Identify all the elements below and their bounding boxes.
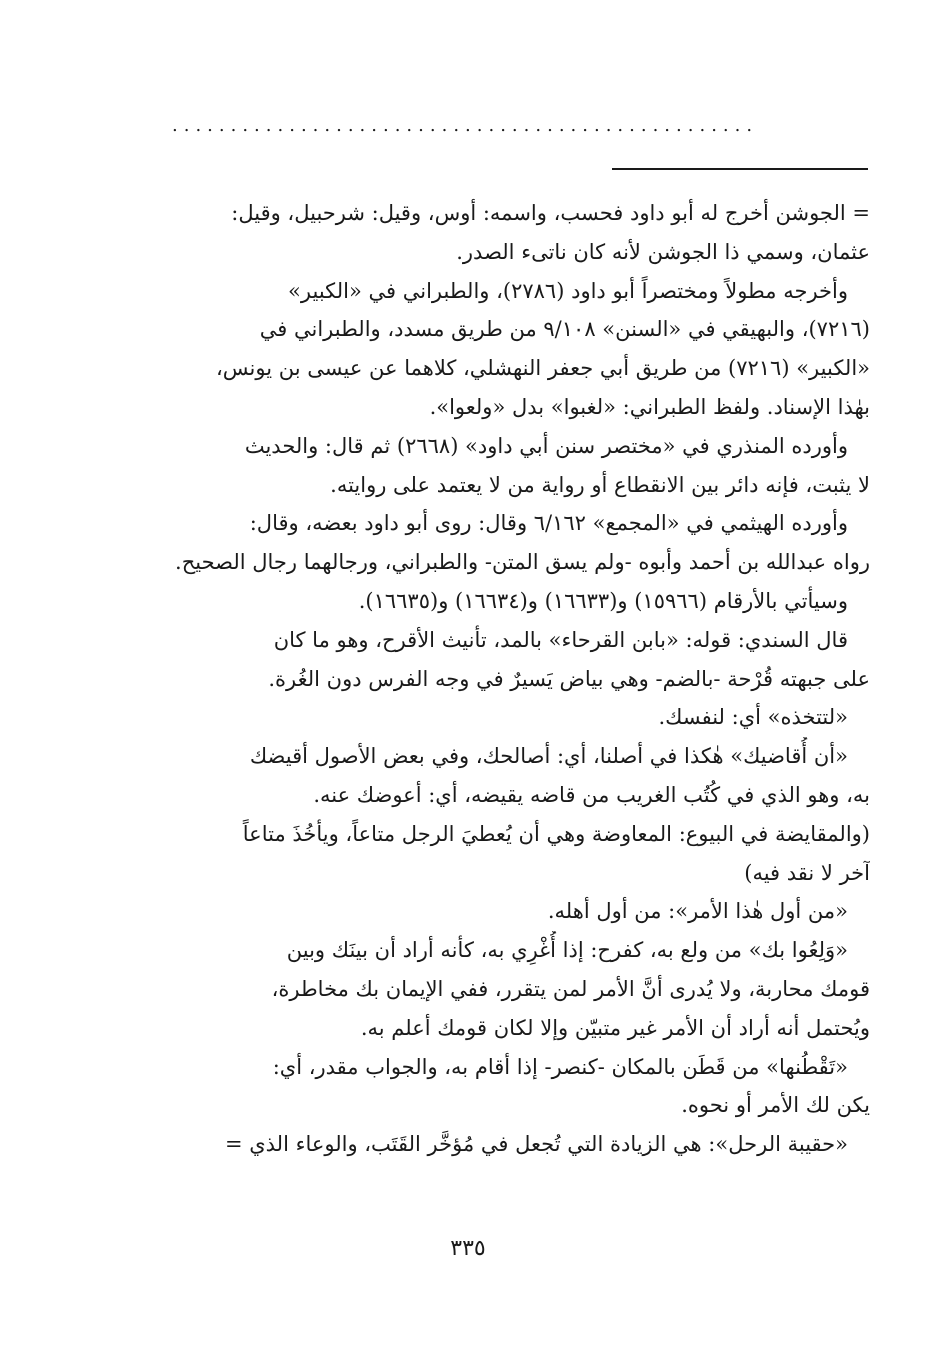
text-line: يكن لك الأمر أو نحوه. (681, 1093, 870, 1118)
text-line: (والمقايضة في البيوع: المعاوضة وهي أن يُعطيَ الرجل متاعاً، ويأخُذَ متاعاً (242, 821, 870, 846)
text-line: = الجوشن أخرج له أبو داود فحسب، واسمه: أوس، وقيل: شرحبيل، وقيل: (231, 201, 870, 225)
text-line: قال السندي: قوله: «بابن القرحاء» بالمد، تأنيث الأقرح، وهو ما كان (273, 627, 848, 652)
text-line: به، وهو الذي في كُتُب الغريب من قاضه يقيضه، أي: أعوضك عنه. (313, 782, 870, 807)
page-number: ٣٣٥ (450, 1236, 486, 1261)
text-line: ويُحتمل أنه أراد أن الأمر غير متبيّن وإلا لكان قومك أعلم به. (360, 1015, 870, 1040)
text-line: «الكبير» (٧٢١٦) من طريق أبي جعفر النهشلي، كلاهما عن عيسى بن يونس، (215, 356, 870, 381)
text-line: «أن أُقاضيك» هٰكذا في أصلنا، أي: أصالحك، وفي بعض الأصول أقيضك (249, 744, 848, 769)
text-line: رواه عبدالله بن أحمد وأبوه -ولم يسق المتن- والطبراني، ورجالهما رجال الصحيح. (175, 550, 870, 575)
text-line: «لتتخذه» أي: لنفسك. (658, 705, 848, 730)
text-line: قومك محاربة، ولا يُدرى أنَّ الأمر لمن يتقرر، ففي الإيمان بك مخاطرة، (271, 976, 870, 1001)
text-line: عثمان، وسمي ذا الجوشن لأنه كان ناتىء الصدر. (456, 239, 870, 264)
text-line: لا يثبت، فإنه دائر بين الانقطاع أو رواية من لا يعتمد على روايته. (330, 472, 870, 497)
separator-dots: .................................................. (172, 116, 759, 136)
text-line: بهٰذا الإسناد. ولفظ الطبراني: «لغبوا» بدل «ولعوا». (429, 394, 870, 419)
text-line: «من أول هٰذا الأمر»: من أول أهله. (547, 899, 848, 924)
text-line: آخر لا نقد فيه) (744, 860, 870, 885)
text-line: (٧٢١٦)، والبهيقي في «السنن» ٩/١٠٨ من طريق مسدد، والطبراني في (259, 317, 870, 342)
text-line: «تَقْطُنها» من قَطَن بالمكان -كنصر- إذا أقام به، والجواب مقدر، أي: (272, 1054, 848, 1079)
text-line: على جبهته قُرْحة -بالضم- وهي بياض يَسيرٌ في وجه الفرس دون الغُرة. (268, 666, 870, 691)
text-line: وأورده المنذري في «مختصر سنن أبي داود» (٢٦٦٨) ثم قال: والحديث (244, 433, 848, 458)
text-line: وأورده الهيثمي في «المجمع» ٦/١٦٢ وقال: روى أبو داود بعضه، وقال: (249, 511, 848, 536)
text-line: «وَلِعُوا بك» من ولع به، كفرح: إذا أُغْرِي به، كأنه أراد أن بينَك وبين (286, 938, 848, 963)
footnote-text (158, 194, 870, 1164)
text-line: وأخرجه مطولاً ومختصراً أبو داود (٢٧٨٦)، والطبراني في «الكبير» (288, 278, 848, 303)
text-line: وسيأتي بالأرقام (١٥٩٦٦) و(١٦٦٣٣) و(١٦٦٣٤) و(١٦٦٣٥). (358, 588, 848, 613)
text-line: «حقيبة الرحل»: هي الزيادة التي تُجعل في مُؤخَّر القَتَب، والوعاء الذي = (224, 1132, 848, 1157)
footnote-rule (612, 168, 868, 170)
